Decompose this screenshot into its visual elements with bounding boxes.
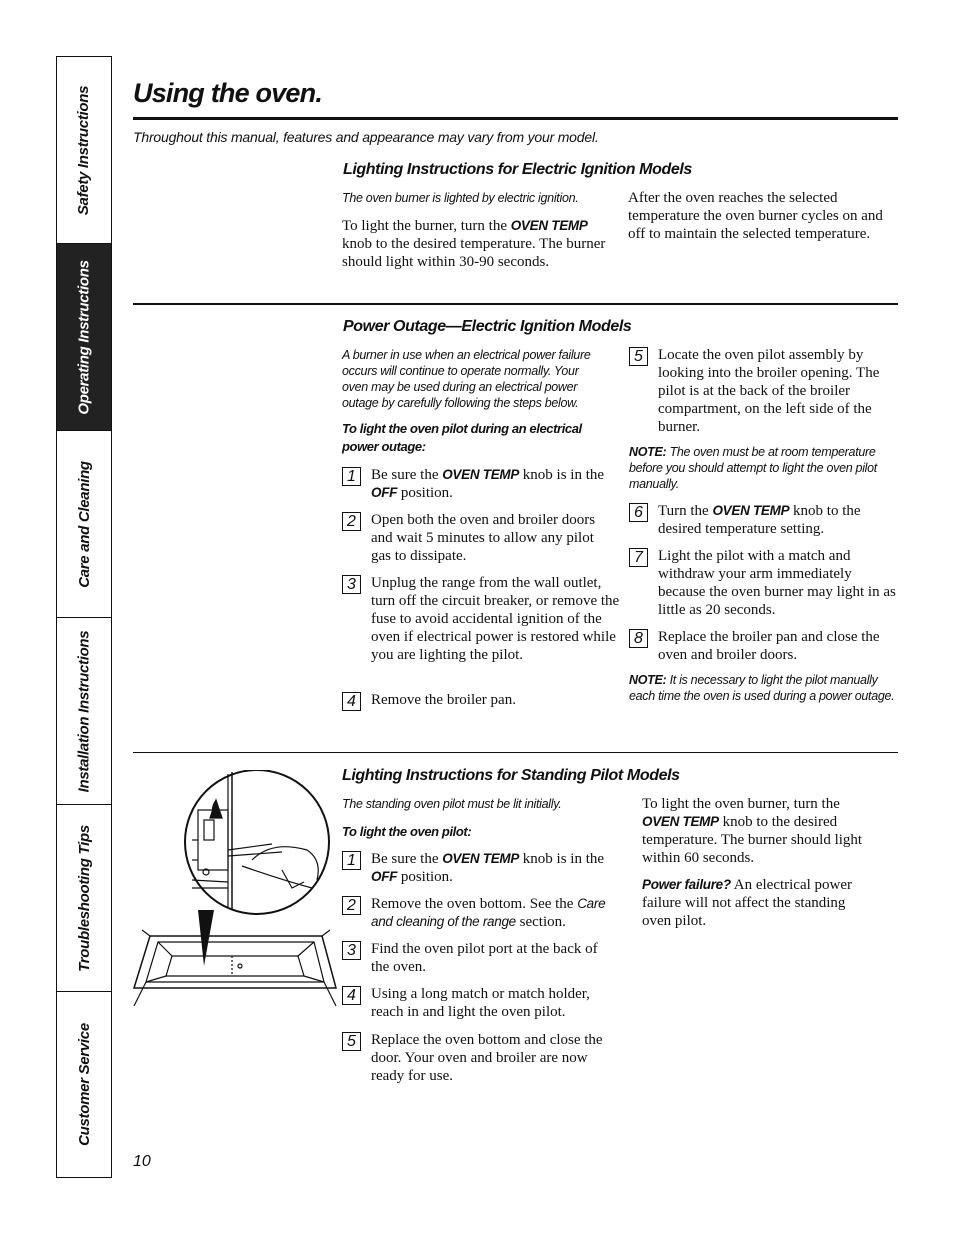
list-item xyxy=(629,502,897,538)
tab-customer-service[interactable] xyxy=(57,992,111,1177)
title-divider xyxy=(133,117,898,120)
tab-troubleshooting-tips[interactable] xyxy=(57,805,111,992)
note-label: NOTE: xyxy=(629,445,667,459)
text: knob to the desired temperature. The burner should light within 60 seconds. xyxy=(642,814,863,866)
section-divider xyxy=(133,752,898,753)
step-number: 1 xyxy=(342,467,361,486)
step-number: 3 xyxy=(342,941,361,960)
text: Turn the xyxy=(658,503,713,519)
text: An electrical power failure will not affect the standing oven pilot. xyxy=(642,877,853,929)
tab-installation-instructions[interactable] xyxy=(57,618,111,805)
page-subtitle: Throughout this manual, features and appearance may vary from your model. xyxy=(133,129,599,145)
step-number: 8 xyxy=(629,629,648,648)
tab-label: Safety Instructions xyxy=(75,85,93,215)
tab-label: Troubleshooting Tips xyxy=(75,824,93,972)
list-item xyxy=(342,511,612,565)
page-title: Using the oven. xyxy=(133,78,323,108)
text: Be sure the xyxy=(371,851,443,867)
note-power-outage xyxy=(629,672,899,704)
electric-intro: The oven burner is lighted by electric ignition. xyxy=(342,191,579,205)
oven-temp-keyword: OVEN TEMP xyxy=(642,814,719,829)
oven-pilot-illustration xyxy=(132,770,338,1018)
standing-intro: The standing oven pilot must be lit initially. xyxy=(342,797,562,811)
text: knob is in the xyxy=(519,851,605,867)
step-number: 5 xyxy=(629,347,648,366)
tab-care-and-cleaning[interactable] xyxy=(57,431,111,618)
text: knob is in the xyxy=(519,467,605,483)
standing-paragraph-2 xyxy=(642,876,874,930)
step-text: Remove the broiler pan. xyxy=(371,692,516,708)
power-failure-label: Power failure? xyxy=(642,877,731,892)
text: knob to the desired temperature setting. xyxy=(658,503,861,537)
oven-temp-keyword: OVEN TEMP xyxy=(510,218,588,233)
step-text: Find the oven pilot port at the back of the oven. xyxy=(371,941,598,975)
step-text: Replace the oven bottom and close the door. Your oven and broiler are now ready for use. xyxy=(371,1032,603,1084)
section-divider xyxy=(133,303,898,305)
step-number: 3 xyxy=(342,575,361,594)
power-outage-subheading: To light the oven pilot during an electrical power outage: xyxy=(342,421,582,454)
text: section. xyxy=(515,914,566,930)
step-text xyxy=(658,502,897,538)
list-item xyxy=(342,691,612,711)
power-outage-intro: A burner in use when an electrical power failure occurs will continue to operate normally. Your oven may be used during an electrical power outage by carefully following the steps below. xyxy=(342,348,591,410)
off-keyword: OFF xyxy=(371,485,398,500)
step-number: 2 xyxy=(342,896,361,915)
tab-label: Customer Service xyxy=(75,1023,93,1146)
step-text: Open both the oven and broiler doors and wait 5 minutes to allow any pilot gas to dissipate. xyxy=(371,512,596,564)
step-text xyxy=(371,895,614,931)
list-item xyxy=(342,895,614,931)
step-text xyxy=(371,466,612,502)
tab-label: Operating Instructions xyxy=(75,259,93,415)
list-item xyxy=(342,1031,610,1085)
section-heading-standing-pilot: Lighting Instructions for Standing Pilot Models xyxy=(342,767,680,784)
step-number: 2 xyxy=(342,512,361,531)
step-text: Light the pilot with a match and withdraw your arm immediately because the oven burner may light in as little as 20 seconds. xyxy=(658,548,896,618)
step-number: 1 xyxy=(342,851,361,870)
text: It is necessary to light the pilot manually each time the oven is used during a power outage. xyxy=(629,673,895,703)
step-number: 4 xyxy=(342,692,361,711)
list-item xyxy=(342,850,610,886)
section-heading-electric-ignition: Lighting Instructions for Electric Ignition Models xyxy=(343,161,692,178)
text: Be sure the xyxy=(371,467,443,483)
tab-safety-instructions[interactable] xyxy=(57,57,111,244)
electric-paragraph-2: After the oven reaches the selected temperature the oven burner cycles on and off to maintain the selected temperature. xyxy=(628,190,883,242)
off-keyword: OFF xyxy=(371,869,398,884)
note-label: NOTE: xyxy=(629,673,667,687)
step-text: Locate the oven pilot assembly by looking into the broiler opening. The pilot is at the back of the broiler compartment, on the left side of the burner. xyxy=(658,347,880,435)
electric-paragraph-1 xyxy=(342,217,614,271)
step-text: Replace the broiler pan and close the oven and broiler doors. xyxy=(658,629,880,663)
list-item xyxy=(629,346,897,436)
note-room-temperature xyxy=(629,444,897,492)
page-number: 10 xyxy=(133,1153,151,1170)
oven-temp-keyword: OVEN TEMP xyxy=(712,503,790,518)
list-item xyxy=(342,466,612,502)
text: position. xyxy=(397,869,453,885)
text: Remove the oven bottom. See the xyxy=(371,896,578,912)
sidebar-nav xyxy=(56,56,112,1178)
text: position. xyxy=(397,485,453,501)
text: knob to the desired temperature. The burner should light within 30-90 seconds. xyxy=(342,236,606,270)
tab-label: Care and Cleaning xyxy=(75,460,93,588)
standing-paragraph-1 xyxy=(642,795,872,867)
step-number: 7 xyxy=(629,548,648,567)
step-number: 6 xyxy=(629,503,648,522)
text: To light the burner, turn the xyxy=(342,218,511,234)
step-text: Using a long match or match holder, reach in and light the oven pilot. xyxy=(371,986,590,1020)
list-item xyxy=(342,985,614,1021)
list-item xyxy=(342,574,620,664)
list-item xyxy=(342,940,610,976)
standing-subheading: To light the oven pilot: xyxy=(342,824,472,839)
list-item xyxy=(629,628,897,664)
text: The oven must be at room temperature before you should attempt to light the oven pilot manually. xyxy=(629,445,877,491)
step-text xyxy=(371,850,610,886)
text: To light the oven burner, turn the xyxy=(642,796,840,812)
oven-temp-keyword: OVEN TEMP xyxy=(442,851,520,866)
section-heading-power-outage: Power Outage—Electric Ignition Models xyxy=(343,318,632,335)
oven-temp-keyword: OVEN TEMP xyxy=(442,467,520,482)
tab-label: Installation Instructions xyxy=(75,630,93,792)
step-text: Unplug the range from the wall outlet, turn off the circuit breaker, or remove the fuse to avoid accidental ignition of the oven if electrical power is restored while you are lighting the pilot. xyxy=(371,575,620,663)
step-number: 4 xyxy=(342,986,361,1005)
section-reference: Care and cleaning of the range xyxy=(371,896,606,929)
tab-operating-instructions[interactable] xyxy=(57,244,111,431)
step-number: 5 xyxy=(342,1032,361,1051)
list-item xyxy=(629,547,899,619)
